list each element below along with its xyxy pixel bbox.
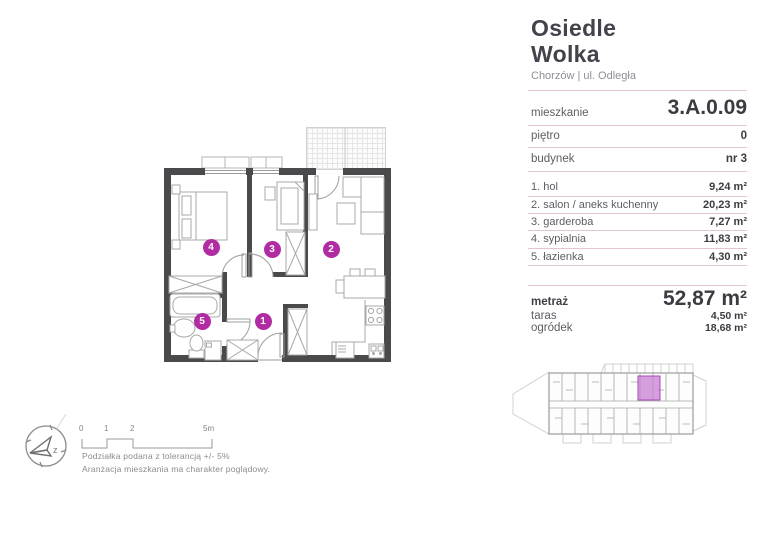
room-row-area: 4,30 m² bbox=[709, 250, 747, 263]
compass-icon bbox=[26, 414, 66, 467]
scale-tick-1: 1 bbox=[104, 424, 109, 433]
divider bbox=[528, 230, 747, 231]
wardrobe-x bbox=[286, 232, 305, 275]
divider bbox=[528, 196, 747, 197]
project-title bbox=[531, 15, 616, 67]
room-badge-salon: 2 bbox=[323, 241, 340, 258]
divider bbox=[528, 213, 747, 214]
scale-tick-0: 0 bbox=[79, 424, 84, 433]
wardrobe-room4 bbox=[169, 276, 222, 293]
building-label: budynek bbox=[531, 153, 575, 165]
unit-number-label: mieszkanie bbox=[531, 107, 589, 119]
coffee-table bbox=[337, 203, 355, 224]
shelf bbox=[265, 187, 275, 200]
scale-tick-2: 2 bbox=[130, 424, 135, 433]
garden-value: 18,68 m² bbox=[704, 322, 747, 334]
washing-machine bbox=[205, 341, 221, 360]
divider bbox=[528, 265, 747, 266]
door-leaf-room4 bbox=[242, 254, 246, 277]
room-badge-garderoba: 3 bbox=[264, 241, 281, 258]
divider bbox=[528, 171, 747, 172]
room-row-label: 5. łazienka bbox=[531, 250, 584, 263]
floor-value: 0 bbox=[740, 130, 747, 142]
hall-closet bbox=[227, 340, 258, 360]
minimap-highlighted-unit bbox=[638, 376, 660, 400]
door-leaf-bathroom bbox=[227, 319, 250, 322]
room-row-area: 20,23 m² bbox=[702, 198, 747, 211]
compass-direction-label: z bbox=[53, 445, 58, 455]
pillow bbox=[182, 196, 191, 215]
wall-bathroom bbox=[222, 272, 227, 322]
divider bbox=[528, 248, 747, 249]
kitchen-sink bbox=[369, 344, 384, 358]
room-row-label: 3. garderoba bbox=[531, 215, 594, 228]
divider bbox=[528, 90, 747, 91]
garden-label: ogródek bbox=[531, 322, 573, 334]
divider bbox=[528, 147, 747, 148]
building-minimap bbox=[505, 352, 715, 452]
furniture bbox=[169, 177, 385, 360]
total-area-label: metraż bbox=[531, 296, 569, 308]
room-row-area: 11,83 m² bbox=[703, 233, 747, 245]
scale-bar bbox=[82, 439, 212, 448]
room-row-label: 4. sypialnia bbox=[531, 233, 587, 245]
bathtub bbox=[170, 294, 220, 317]
stove bbox=[366, 306, 384, 325]
washbasin bbox=[170, 319, 195, 337]
project-title-line1: Osiedle bbox=[531, 15, 617, 41]
window-frames bbox=[202, 157, 282, 168]
divider bbox=[528, 125, 747, 126]
dishwasher bbox=[336, 342, 354, 358]
floor-label: piętro bbox=[531, 130, 560, 142]
divider bbox=[528, 285, 747, 286]
terrace-value: 4,50 m² bbox=[710, 310, 747, 322]
north-arrow bbox=[30, 437, 51, 456]
tv-unit bbox=[309, 194, 317, 230]
room-badge-lazienka: 5 bbox=[194, 313, 211, 330]
building-value: nr 3 bbox=[725, 153, 747, 165]
room-row-area: 9,24 m² bbox=[709, 181, 747, 193]
unit-number-value: 3.A.0.09 bbox=[667, 96, 747, 119]
project-location: Chorzów | ul. Odległa bbox=[531, 70, 636, 82]
toilet bbox=[189, 335, 204, 358]
fridge bbox=[288, 309, 307, 355]
room-badge-sypialnia: 4 bbox=[203, 239, 220, 256]
project-title-line2: Wolka bbox=[531, 41, 600, 67]
minimap-building-body bbox=[549, 373, 693, 434]
room-badge-hol: 1 bbox=[255, 313, 272, 330]
note-tolerance: Podziałka podana z tolerancją +/- 5% bbox=[82, 451, 230, 461]
terrace-label: taras bbox=[531, 310, 557, 322]
room-row-label: 1. hol bbox=[531, 181, 558, 193]
room-row-label: 2. salon / aneks kuchenny bbox=[531, 198, 659, 211]
room-row-area: 7,27 m² bbox=[709, 215, 747, 228]
wardrobe-large bbox=[277, 182, 304, 230]
nightstand bbox=[172, 240, 180, 249]
dining-table bbox=[344, 276, 385, 298]
note-disclaimer: Aranżacja mieszkania ma charakter poglądowy. bbox=[82, 464, 271, 474]
door-arc-balcony bbox=[316, 176, 339, 199]
nightstand bbox=[172, 185, 180, 194]
scale-tick-5m: 5m bbox=[203, 424, 215, 433]
door-arc-entrance bbox=[258, 333, 282, 357]
dining-set bbox=[336, 269, 385, 298]
total-area-value: 52,87 m² bbox=[662, 287, 747, 310]
pillow bbox=[182, 219, 191, 238]
